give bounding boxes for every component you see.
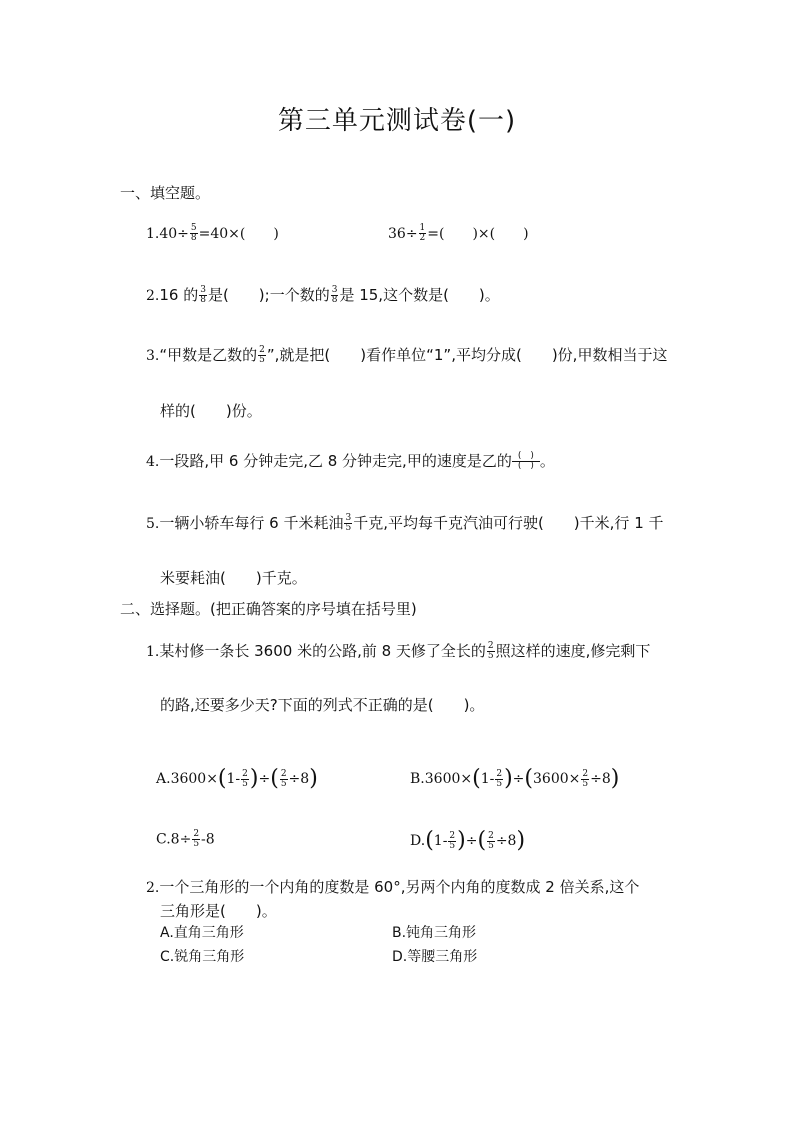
option-c: C.8÷ $\frac{2}{5}$ -8 [156, 829, 215, 849]
question-2-2-line2: 三角形是( )。 [160, 902, 277, 920]
question-2-2: 2.一个三角形的一个内角的度数是 60°,另两个内角的度数成 2 倍关系,这个 [146, 878, 640, 896]
page-title: 第三单元测试卷(一) [277, 106, 517, 136]
option-b: B.3600×(1- $\frac{2}{5}$ )÷(3600× $\frac{2}{5}$ ÷8) [410, 766, 620, 791]
fraction: $\frac{2}{5}$ [259, 345, 265, 365]
question-1-1b: 36÷ $\frac{1}{2}$ =( )×( ) [388, 223, 529, 243]
question-1-5-line2: 米要耗油( )千克。 [160, 569, 307, 587]
fraction: $\frac{3}{8}$ [331, 285, 338, 305]
fraction: $\frac{3}{5}$ [345, 513, 352, 533]
option-b: B.钝角三角形 [392, 925, 477, 941]
section-2-heading: 二、选择题。(把正确答案的序号填在括号里) [120, 600, 417, 618]
question-1-4: 4.一段路,甲 6 分钟走完,乙 8 分钟走完,甲的速度是乙的 ( ) ( ) 。 [146, 451, 555, 471]
question-1-5: 5.一辆小轿车每行 6 千米耗油 $\frac{3}{5}$ 千克,平均每千克汽油可行驶( )千米,行 1 千 [146, 513, 664, 533]
option-a: A.直角三角形 [160, 925, 244, 941]
fraction: $\frac{1}{2}$ [419, 223, 426, 243]
fraction: $\frac{5}{8}$ [190, 223, 197, 243]
fraction: $\frac{2}{5}$ [487, 641, 494, 661]
section-1-heading: 一、填空题。 [120, 184, 211, 202]
question-1-1: 1.40÷ $\frac{5}{8}$ =40×( ) [146, 223, 279, 243]
question-1-3-line2: 样的( )份。 [160, 402, 262, 420]
question-2-1: 1.某村修一条长 3600 米的公路,前 8 天修了全长的 $\frac{2}{5}$ 照这样的速度,修完剩下 [146, 641, 651, 661]
fraction: $\frac{3}{8}$ [200, 285, 206, 305]
option-a: A.3600×(1- $\frac{2}{5}$ )÷( $\frac{2}{5}$ ÷8) [156, 766, 318, 791]
question-1-2: 2.16 的 $\frac{3}{8}$ 是( );一个数的 $\frac{3}{8}$ 是 15,这个数是( )。 [146, 285, 500, 305]
option-d: D.等腰三角形 [392, 949, 478, 965]
question-2-1-line2: 的路,还要多少天?下面的列式不正确的是( )。 [160, 696, 485, 714]
option-d: D.(1- $\frac{2}{5}$ )÷( $\frac{2}{5}$ ÷8) [410, 828, 526, 853]
question-1-3: 3.“甲数是乙数的 $\frac{2}{5}$ ”,就是把( )看作单位“1”,平均分成( )份,甲数相当于这 [146, 345, 668, 365]
option-c: C.锐角三角形 [160, 949, 245, 965]
blank-fraction: ( ) ( ) [512, 452, 540, 471]
